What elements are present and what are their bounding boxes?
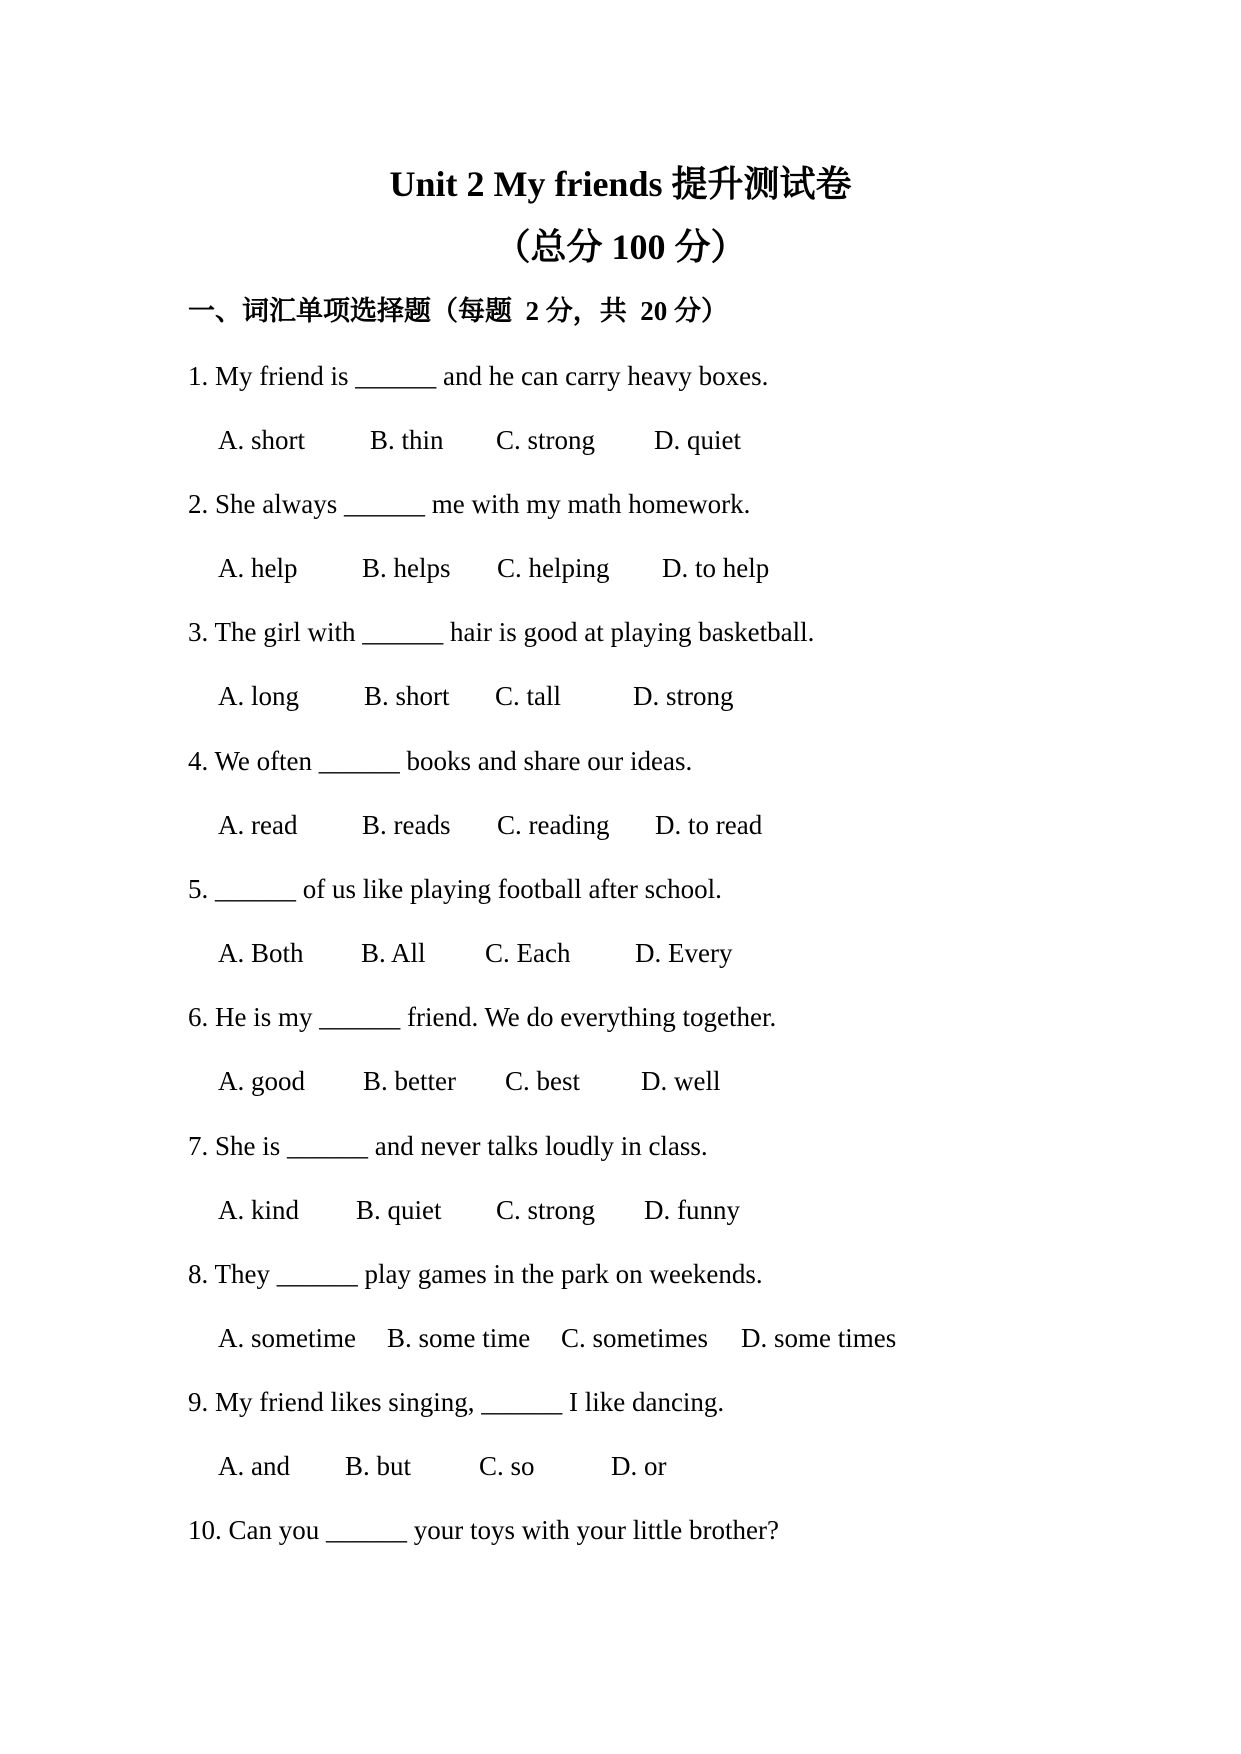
option-b: B. but [345,1451,412,1481]
option-b: B. helps [362,553,451,583]
option-b: B. better [363,1066,456,1096]
option-c: C. strong [496,425,596,455]
option-a: A. read [218,810,298,840]
option-c: C. sometimes [561,1323,708,1353]
option-b: B. thin [370,425,444,455]
option-a: A. short [218,425,305,455]
question-stem-7: 7. She is ______ and never talks loudly in class. [188,1131,708,1161]
question-options-3 [218,678,1018,714]
question-stem-4: 4. We often ______ books and share our ideas. [188,746,693,776]
question-options-5 [218,935,1018,971]
question-options-7 [218,1192,1018,1228]
section-heading: 一、词汇单项选择题（每题 2 分，共 20 分） [188,296,728,326]
option-a: A. Both [218,938,304,968]
option-c: C. tall [495,681,561,711]
option-c: C. Each [485,938,571,968]
option-a: A. help [218,553,298,583]
option-d: D. some times [741,1323,897,1353]
option-d: D. well [641,1066,721,1096]
option-c: C. so [479,1451,535,1481]
option-c: C. reading [497,810,610,840]
question-stem-6: 6. He is my ______ friend. We do everything together. [188,1002,777,1032]
question-stem-2: 2. She always ______ me with my math homework. [188,489,751,519]
option-b: B. some time [387,1323,531,1353]
option-d: D. to read [655,810,763,840]
page-title: Unit 2 My friends 提升测试卷 [389,164,852,204]
question-options-4 [218,807,1018,843]
option-c: C. best [505,1066,581,1096]
option-a: A. sometime [218,1323,356,1353]
option-b: B. reads [362,810,451,840]
question-stem-10: 10. Can you ______ your toys with your little brother? [188,1515,779,1545]
option-d: D. quiet [654,425,741,455]
question-stem-5: 5. ______ of us like playing football after school. [188,874,722,904]
question-options-2 [218,550,1018,586]
option-c: C. helping [497,553,610,583]
option-d: D. to help [662,553,770,583]
question-options-6 [218,1063,1018,1099]
question-stem-8: 8. They ______ play games in the park on weekends. [188,1259,763,1289]
option-c: C. strong [496,1195,596,1225]
question-stem-9: 9. My friend likes singing, ______ I like dancing. [188,1387,725,1417]
option-a: A. and [218,1451,290,1481]
option-d: D. Every [635,938,733,968]
question-stem-3: 3. The girl with ______ hair is good at playing basketball. [188,617,815,647]
question-stem-1: 1. My friend is ______ and he can carry heavy boxes. [188,361,769,391]
option-a: A. kind [218,1195,299,1225]
question-options-1 [218,422,1018,458]
option-d: D. or [611,1451,667,1481]
option-d: D. strong [633,681,734,711]
page-subtitle: （总分 100 分） [494,227,747,267]
option-a: A. long [218,681,299,711]
question-options-8 [218,1320,1018,1356]
option-a: A. good [218,1066,305,1096]
option-d: D. funny [644,1195,740,1225]
question-options-9 [218,1448,1018,1484]
option-b: B. short [364,681,450,711]
option-b: B. quiet [356,1195,442,1225]
option-b: B. All [361,938,426,968]
